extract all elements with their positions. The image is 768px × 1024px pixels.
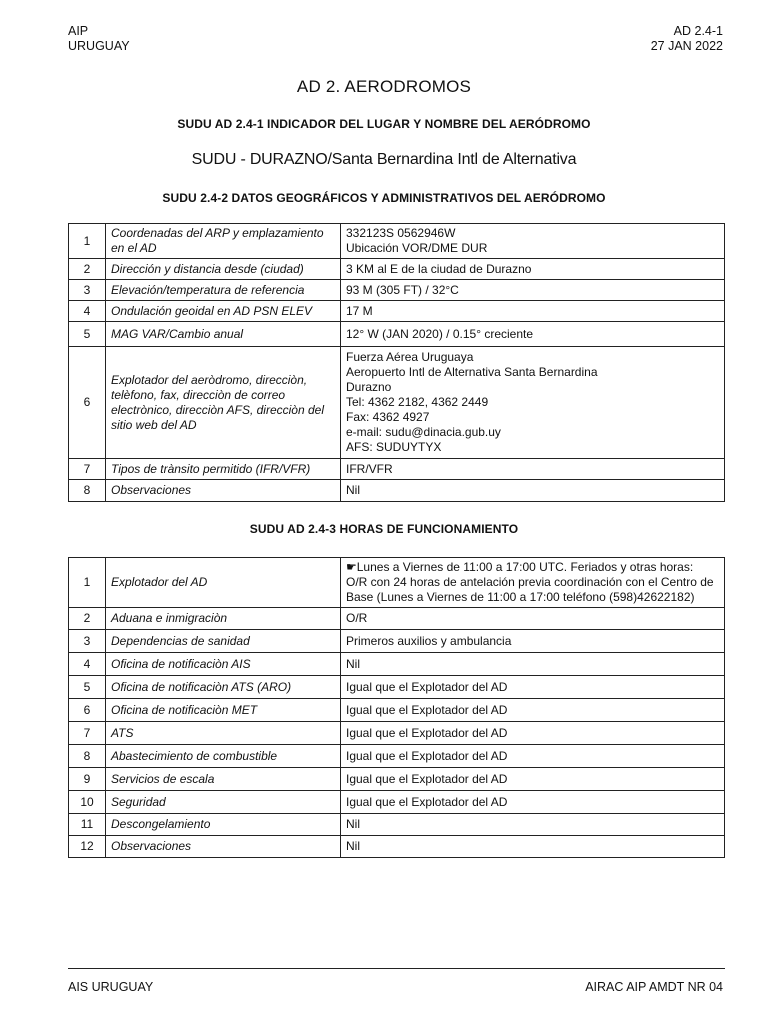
- table-row: [69, 259, 725, 280]
- footer-divider: [68, 968, 725, 969]
- value-line: Nil: [346, 656, 360, 671]
- row-value: [341, 768, 725, 791]
- row-number: 8: [69, 745, 106, 768]
- row-number: 3: [69, 630, 106, 653]
- value-line: O/R con 24 horas de antelación previa coordinación con el Centro de: [346, 575, 714, 589]
- value-line: AFS: SUDUYTYX: [346, 440, 442, 454]
- row-value: [341, 280, 725, 301]
- geo-admin-table: [68, 223, 725, 502]
- value-line: IFR/VFR: [346, 461, 393, 476]
- row-value: [341, 836, 725, 858]
- row-value: [341, 814, 725, 836]
- value-line: Igual que el Explotador del AD: [346, 771, 508, 786]
- value-line: Ubicación VOR/DME DUR: [346, 241, 488, 255]
- row-label: Ondulación geoidal en AD PSN ELEV: [106, 301, 341, 322]
- table-row: [69, 224, 725, 259]
- table-row: [69, 347, 725, 459]
- row-value: [341, 347, 725, 459]
- value-line: 17 M: [346, 303, 373, 318]
- row-value: [341, 322, 725, 347]
- row-number: 2: [69, 259, 106, 280]
- row-number: 5: [69, 322, 106, 347]
- value-line: Igual que el Explotador del AD: [346, 725, 508, 740]
- row-value: [341, 676, 725, 699]
- value-line: Durazno: [346, 380, 392, 394]
- table-row: [69, 791, 725, 814]
- header-date: 27 JAN 2022: [650, 39, 723, 53]
- table-row: [69, 653, 725, 676]
- value-line: O/R: [346, 611, 368, 625]
- table-row: [69, 745, 725, 768]
- row-number: 1: [69, 224, 106, 259]
- row-number: 1: [69, 558, 106, 608]
- row-value: [341, 480, 725, 502]
- section3-heading: SUDU AD 2.4-3 HORAS DE FUNCIONAMIENTO: [249, 522, 519, 536]
- table-row: [69, 558, 725, 608]
- section2-heading: SUDU 2.4-2 DATOS GEOGRÁFICOS Y ADMINISTRATIVOS DEL AERÓDROMO: [162, 191, 606, 205]
- operating-hours-table: [68, 557, 725, 858]
- table-row: [69, 322, 725, 347]
- value-line: ☛Lunes a Viernes de 11:00 a 17:00 UTC. Feriados y otras horas:: [346, 560, 694, 574]
- table-row: [69, 480, 725, 502]
- value-line: Fax: 4362 4927: [346, 410, 430, 424]
- row-number: 10: [69, 791, 106, 814]
- row-label: Elevación/temperatura de referencia: [106, 280, 341, 301]
- table-row: [69, 676, 725, 699]
- value-line: Base (Lunes a Viernes de 11:00 a 17:00 teléfono (598)42622182): [346, 590, 695, 604]
- row-value: [341, 608, 725, 630]
- row-label: Tipos de trànsito permitido (IFR/VFR): [106, 459, 341, 480]
- row-value: [341, 259, 725, 280]
- value-line: 332123S 0562946W: [346, 226, 456, 240]
- value-line: Igual que el Explotador del AD: [346, 794, 508, 809]
- row-label: Seguridad: [106, 791, 341, 814]
- value-line: Igual que el Explotador del AD: [346, 679, 508, 694]
- row-number: 7: [69, 459, 106, 480]
- value-line: Nil: [346, 817, 360, 831]
- row-number: 8: [69, 480, 106, 502]
- header-page-ref: AD 2.4-1: [673, 24, 723, 38]
- row-number: 4: [69, 653, 106, 676]
- row-number: 6: [69, 699, 106, 722]
- row-label: Descongelamiento: [106, 814, 341, 836]
- value-line: Igual que el Explotador del AD: [346, 702, 508, 717]
- row-number: 12: [69, 836, 106, 858]
- value-line: Igual que el Explotador del AD: [346, 748, 508, 763]
- row-number: 5: [69, 676, 106, 699]
- header-aip: AIP: [68, 24, 89, 38]
- row-label: Coordenadas del ARP y emplazamiento en el AD: [106, 224, 341, 259]
- row-value: [341, 459, 725, 480]
- row-value: [341, 224, 725, 259]
- row-value: [341, 722, 725, 745]
- table-row: [69, 280, 725, 301]
- value-line: Primeros auxilios y ambulancia: [346, 633, 512, 648]
- row-label: Observaciones: [106, 480, 341, 502]
- table-row: [69, 768, 725, 791]
- header-right: [651, 24, 723, 54]
- row-number: 3: [69, 280, 106, 301]
- value-line: Nil: [346, 483, 360, 497]
- row-number: 9: [69, 768, 106, 791]
- header-left: [68, 24, 130, 54]
- table-row: [69, 301, 725, 322]
- value-line: 3 KM al E de la ciudad de Durazno: [346, 261, 532, 276]
- row-label: Abastecimiento de combustible: [106, 745, 341, 768]
- row-number: 4: [69, 301, 106, 322]
- row-value: [341, 699, 725, 722]
- aerodrome-name: SUDU - DURAZNO/Santa Bernardina Intl de Alternativa: [191, 151, 577, 168]
- table-row: [69, 459, 725, 480]
- page-title: AD 2. AERODROMOS: [296, 77, 472, 96]
- row-label: Servicios de escala: [106, 768, 341, 791]
- footer-publisher: AIS URUGUAY: [68, 980, 154, 994]
- row-number: 2: [69, 608, 106, 630]
- row-value: [341, 630, 725, 653]
- table-row: [69, 608, 725, 630]
- row-label: Dependencias de sanidad: [106, 630, 341, 653]
- row-number: 6: [69, 347, 106, 459]
- row-value: [341, 791, 725, 814]
- row-label: Oficina de notificaciòn ATS (ARO): [106, 676, 341, 699]
- row-label: Explotador del aeròdromo, direcciòn, telèfono, fax, direcciòn de correo electrònico, direcciòn AFS, direcciòn del sitio web del AD: [106, 347, 341, 459]
- table-row: [69, 630, 725, 653]
- row-number: 7: [69, 722, 106, 745]
- value-line: e-mail: sudu@dinacia.gub.uy: [346, 425, 501, 439]
- row-value: [341, 745, 725, 768]
- row-value: [341, 653, 725, 676]
- value-line: 93 M (305 FT) / 32°C: [346, 282, 459, 297]
- value-line: Aeropuerto Intl de Alternativa Santa Bernardina: [346, 365, 598, 379]
- table-row: [69, 699, 725, 722]
- value-line: Nil: [346, 839, 360, 853]
- section1-heading: SUDU AD 2.4-1 INDICADOR DEL LUGAR Y NOMBRE DEL AERÓDROMO: [177, 117, 591, 131]
- table-row: [69, 836, 725, 858]
- table-row: [69, 814, 725, 836]
- row-label: ATS: [106, 722, 341, 745]
- row-label: Dirección y distancia desde (ciudad): [106, 259, 341, 280]
- table-row: [69, 722, 725, 745]
- row-value: [341, 558, 725, 608]
- row-number: 11: [69, 814, 106, 836]
- row-label: Observaciones: [106, 836, 341, 858]
- value-line: Tel: 4362 2182, 4362 2449: [346, 395, 489, 409]
- row-label: MAG VAR/Cambio anual: [106, 322, 341, 347]
- row-label: Oficina de notificaciòn MET: [106, 699, 341, 722]
- row-label: Aduana e inmigraciòn: [106, 608, 341, 630]
- footer-amendment: AIRAC AIP AMDT NR 04: [585, 980, 723, 994]
- row-label: Oficina de notificaciòn AIS: [106, 653, 341, 676]
- header-country: URUGUAY: [68, 39, 130, 53]
- value-line: Fuerza Aérea Uruguaya: [346, 350, 474, 364]
- value-line: 12° W (JAN 2020) / 0.15° creciente: [346, 326, 534, 341]
- row-label: Explotador del AD: [106, 558, 341, 608]
- row-value: [341, 301, 725, 322]
